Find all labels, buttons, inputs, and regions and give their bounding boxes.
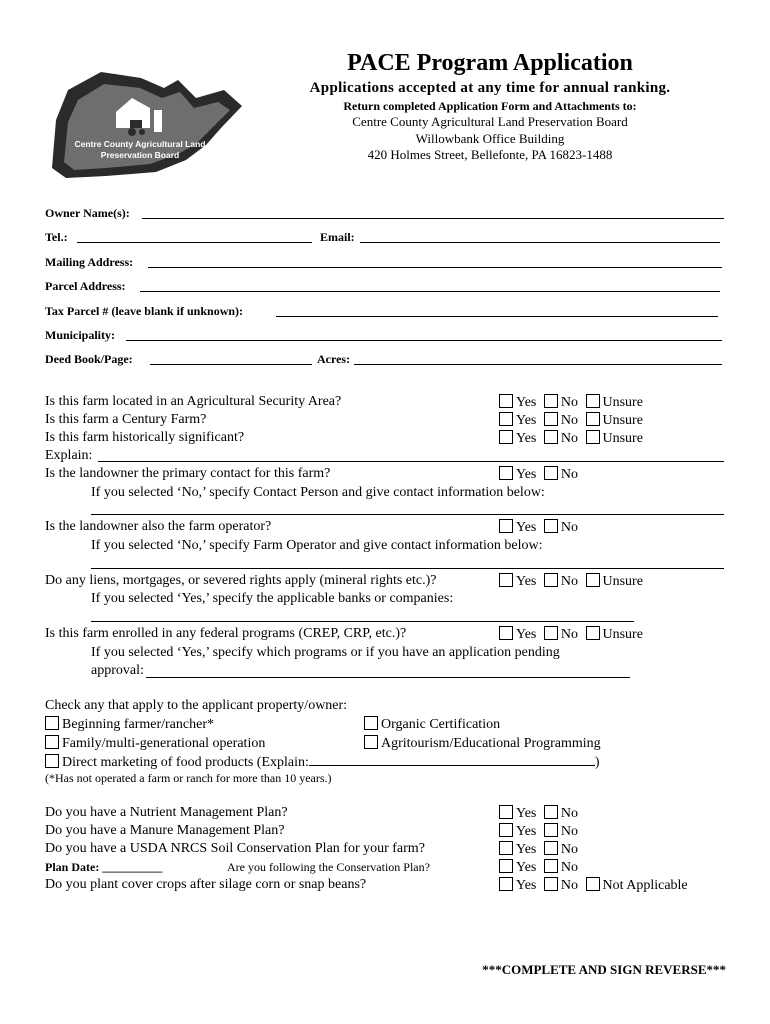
primary-contact-field[interactable] (91, 514, 724, 515)
plan-date-field[interactable]: Plan Date: __________ (45, 860, 163, 874)
municipality-label: Municipality: (45, 328, 116, 342)
owner-names-field[interactable] (142, 218, 724, 219)
checkbox-unsure[interactable] (586, 573, 600, 587)
county-map-logo (46, 50, 246, 180)
owner-names-label: Owner Name(s): (45, 206, 130, 220)
liens-followup: If you selected ‘Yes,’ specify the applicable banks or companies: (91, 591, 454, 606)
checkbox-unsure[interactable] (586, 430, 600, 444)
question-historic: Is this farm historically significant? (45, 430, 245, 445)
question-federal-programs: Is this farm enrolled in any federal programs (CREP, CRP, etc.)? (45, 626, 407, 641)
options-nutrient-plan: Yes No (499, 805, 582, 822)
checkbox-yes[interactable] (499, 841, 513, 855)
options-liens: Yes No Unsure (499, 573, 647, 590)
tax-parcel-label: Tax Parcel # (leave blank if unknown): (45, 304, 244, 318)
checkbox-no[interactable] (544, 859, 558, 873)
options-federal-programs: Yes No Unsure (499, 626, 647, 643)
checkbox-yes[interactable] (499, 573, 513, 587)
direct-marketing-field[interactable] (309, 753, 595, 766)
parcel-address-field[interactable] (140, 291, 720, 292)
checkbox-not-applicable[interactable] (586, 877, 600, 891)
checkbox-yes[interactable] (499, 805, 513, 819)
question-ag-security: Is this farm located in an Agricultural Security Area? (45, 394, 342, 409)
question-cover-crops: Do you plant cover crops after silage corn or snap beans? (45, 877, 367, 892)
address-line-3: 420 Holmes Street, Bellefonte, PA 16823-1488 (367, 147, 613, 162)
checklist-heading: Check any that apply to the applicant property/owner: (45, 698, 348, 713)
checkbox-family[interactable] (45, 735, 59, 749)
options-historic: Yes No Unsure (499, 430, 647, 447)
complete-sign-reverse: ***COMPLETE AND SIGN REVERSE*** (482, 962, 726, 977)
checklist-footnote: (*Has not operated a farm or ranch for more than 10 years.) (45, 771, 332, 785)
question-farm-operator: Is the landowner also the farm operator? (45, 519, 272, 534)
checkbox-no[interactable] (544, 394, 558, 408)
options-ag-security: Yes No Unsure (499, 394, 647, 411)
tel-label: Tel.: (45, 230, 68, 244)
deed-book-field[interactable] (150, 364, 312, 365)
options-following-plan: Yes No (499, 859, 582, 876)
logo (46, 50, 246, 180)
question-manure-plan: Do you have a Manure Management Plan? (45, 823, 285, 838)
check-organic: Organic Certification (364, 716, 500, 733)
acres-field[interactable] (354, 364, 722, 365)
checkbox-no[interactable] (544, 841, 558, 855)
checkbox-yes[interactable] (499, 466, 513, 480)
options-farm-operator: Yes No (499, 519, 582, 536)
checkbox-yes[interactable] (499, 430, 513, 444)
checkbox-no[interactable] (544, 823, 558, 837)
explain-field[interactable] (98, 461, 724, 462)
checkbox-unsure[interactable] (586, 412, 600, 426)
mailing-address-label: Mailing Address: (45, 255, 134, 269)
farm-operator-field[interactable] (91, 568, 724, 569)
checkbox-yes[interactable] (499, 626, 513, 640)
parcel-address-label: Parcel Address: (45, 279, 126, 293)
checkbox-no[interactable] (544, 519, 558, 533)
checkbox-no[interactable] (544, 626, 558, 640)
checkbox-no[interactable] (544, 573, 558, 587)
question-century-farm: Is this farm a Century Farm? (45, 412, 207, 427)
checkbox-no[interactable] (544, 412, 558, 426)
email-field[interactable] (360, 242, 720, 243)
checkbox-unsure[interactable] (586, 626, 600, 640)
options-primary-contact: Yes No (499, 466, 582, 483)
options-cover-crops: Yes No Not Applicable (499, 877, 692, 894)
federal-followup-line1: If you selected ‘Yes,’ specify which programs or if you have an application pending (91, 645, 560, 660)
address-line-2: Willowbank Office Building (415, 131, 565, 146)
liens-field[interactable] (91, 621, 634, 622)
federal-programs-field[interactable] (146, 677, 630, 678)
check-beginning-farmer: Beginning farmer/rancher* (45, 716, 214, 733)
municipality-field[interactable] (126, 340, 722, 341)
tax-parcel-field[interactable] (276, 316, 718, 317)
checkbox-no[interactable] (544, 805, 558, 819)
tel-field[interactable] (77, 242, 312, 243)
checkbox-no[interactable] (544, 430, 558, 444)
return-instructions: Return completed Application Form and Attachments to: (343, 99, 637, 113)
checkbox-yes[interactable] (499, 519, 513, 533)
check-family: Family/multi-generational operation (45, 735, 265, 752)
checkbox-yes[interactable] (499, 412, 513, 426)
question-following-plan: Are you following the Conservation Plan? (227, 860, 430, 874)
mailing-address-field[interactable] (148, 267, 722, 268)
question-usda-plan: Do you have a USDA NRCS Soil Conservation Plan for your farm? (45, 841, 425, 856)
options-century-farm: Yes No Unsure (499, 412, 647, 429)
question-liens: Do any liens, mortgages, or severed rights apply (mineral rights etc.)? (45, 573, 437, 588)
question-nutrient-plan: Do you have a Nutrient Management Plan? (45, 805, 288, 820)
question-primary-contact: Is the landowner the primary contact for this farm? (45, 466, 331, 481)
page-subtitle: Applications accepted at any time for annual ranking. (309, 80, 671, 96)
logo-text-line1: Centre County Agricultural Land (74, 139, 206, 149)
options-usda-plan: Yes No (499, 841, 582, 858)
logo-text-line2: Preservation Board (100, 150, 180, 160)
check-agritourism: Agritourism/Educational Programming (364, 735, 601, 752)
checkbox-no[interactable] (544, 466, 558, 480)
options-manure-plan: Yes No (499, 823, 582, 840)
page-title: PACE Program Application (347, 50, 633, 76)
checkbox-unsure[interactable] (586, 394, 600, 408)
acres-label: Acres: (317, 352, 351, 366)
checkbox-yes[interactable] (499, 394, 513, 408)
checkbox-agritourism[interactable] (364, 735, 378, 749)
check-direct-marketing: Direct marketing of food products (Explain: ) (45, 753, 600, 771)
email-label: Email: (320, 230, 355, 244)
explain-label: Explain: (45, 448, 93, 463)
checkbox-beginning-farmer[interactable] (45, 716, 59, 730)
checkbox-yes[interactable] (499, 877, 513, 891)
checkbox-yes[interactable] (499, 823, 513, 837)
address-line-1: Centre County Agricultural Land Preservation Board (352, 114, 628, 129)
deed-book-label: Deed Book/Page: (45, 352, 133, 366)
checkbox-yes[interactable] (499, 859, 513, 873)
checkbox-no[interactable] (544, 877, 558, 891)
checkbox-direct-marketing[interactable] (45, 754, 59, 768)
federal-followup-line2: approval: (91, 663, 144, 678)
primary-contact-followup: If you selected ‘No,’ specify Contact Person and give contact information below: (91, 485, 545, 500)
farm-operator-followup: If you selected ‘No,’ specify Farm Operator and give contact information below: (91, 538, 543, 553)
checkbox-organic[interactable] (364, 716, 378, 730)
